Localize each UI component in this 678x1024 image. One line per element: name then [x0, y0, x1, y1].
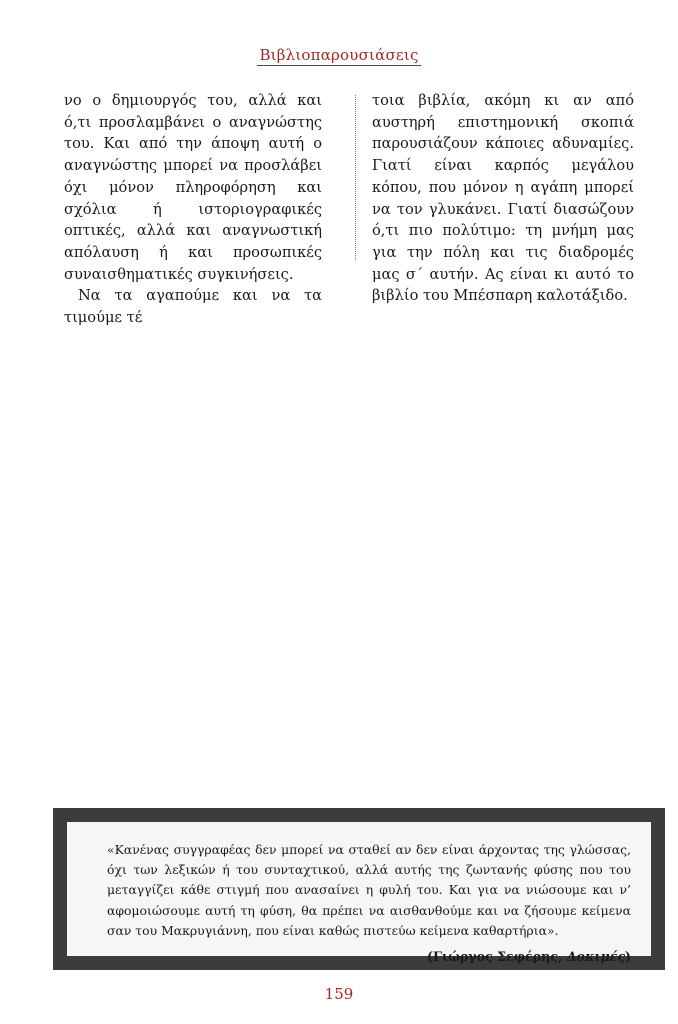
attribution-open-paren: (: [427, 949, 434, 965]
left-paragraph-1: νο ο δημιουργός του, αλλά και ό,τι προσλαμβάνει ο αναγνώστης του. Και από την άποψη αυτή ο αναγνώστης μπορεί να προσλάβει όχι μόνον πληροφόρηση και σχόλια ή ιστοριογραφικές οπτικές, αλλά και αναγνωστική απόλαυση ή και προσωπικές συναισθηματικές συγκινήσεις.: [64, 92, 322, 283]
left-column: [64, 90, 322, 329]
left-paragraph-2: Να τα αγαπούμε και να τα τιμούμε τέ: [64, 287, 322, 327]
quote-panel: [67, 822, 651, 965]
quote-attribution: [107, 947, 631, 967]
running-title: Βιβλιοπαρουσιάσεις: [259, 46, 419, 64]
quote-work: Δοκιμές: [566, 949, 626, 965]
attribution-close-paren: ): [625, 949, 631, 965]
right-column: [372, 90, 634, 307]
quote-text: «Κανένας συγγραφέας δεν μπορεί να σταθεί αν δεν είναι άρχοντας της γλώσσας, όχι των λεξικών ή του συνταχτικού, αλλά αυτής της ζωντανής φύσης που του μεταγγίζει κάθε στιγμή που ανασαίνει η φυλή του. Και για να νιώσουμε και ν’ αφομοιώσουμε αυτή τη φύση, θα πρέπει να αισθανθούμε και να ζήσουμε κείμενα σαν του Μακρυγιάννη, που είναι καθώς πιστεύω κείμενα καθαρτήρια».: [107, 842, 631, 938]
page-number: 159: [324, 985, 354, 1003]
attribution-separator: ,: [558, 949, 567, 965]
running-header: [0, 46, 678, 64]
quote-author: Γιώργος Σεφέρης: [433, 949, 558, 965]
right-paragraph-1: τοια βιβλία, ακόμη κι αν από αυστηρή επιστημονική σκοπιά παρουσιάζουν κάποιες αδυναμίες. Γιατί είναι καρπός μεγάλου κόπου, που μόνον η αγάπη μπορεί να τον γλυκάνει. Γιατί διασώζουν ό,τι πιο πολύτιμο: τη μνήμη μας για την πόλη και τις διαδρομές μας σ΄ αυτήν. Ας είναι κι αυτό το βιβλίο του Μπέσπαρη καλοτάξιδο.: [372, 92, 634, 305]
quote-box: [53, 808, 665, 970]
column-divider: [355, 95, 356, 260]
